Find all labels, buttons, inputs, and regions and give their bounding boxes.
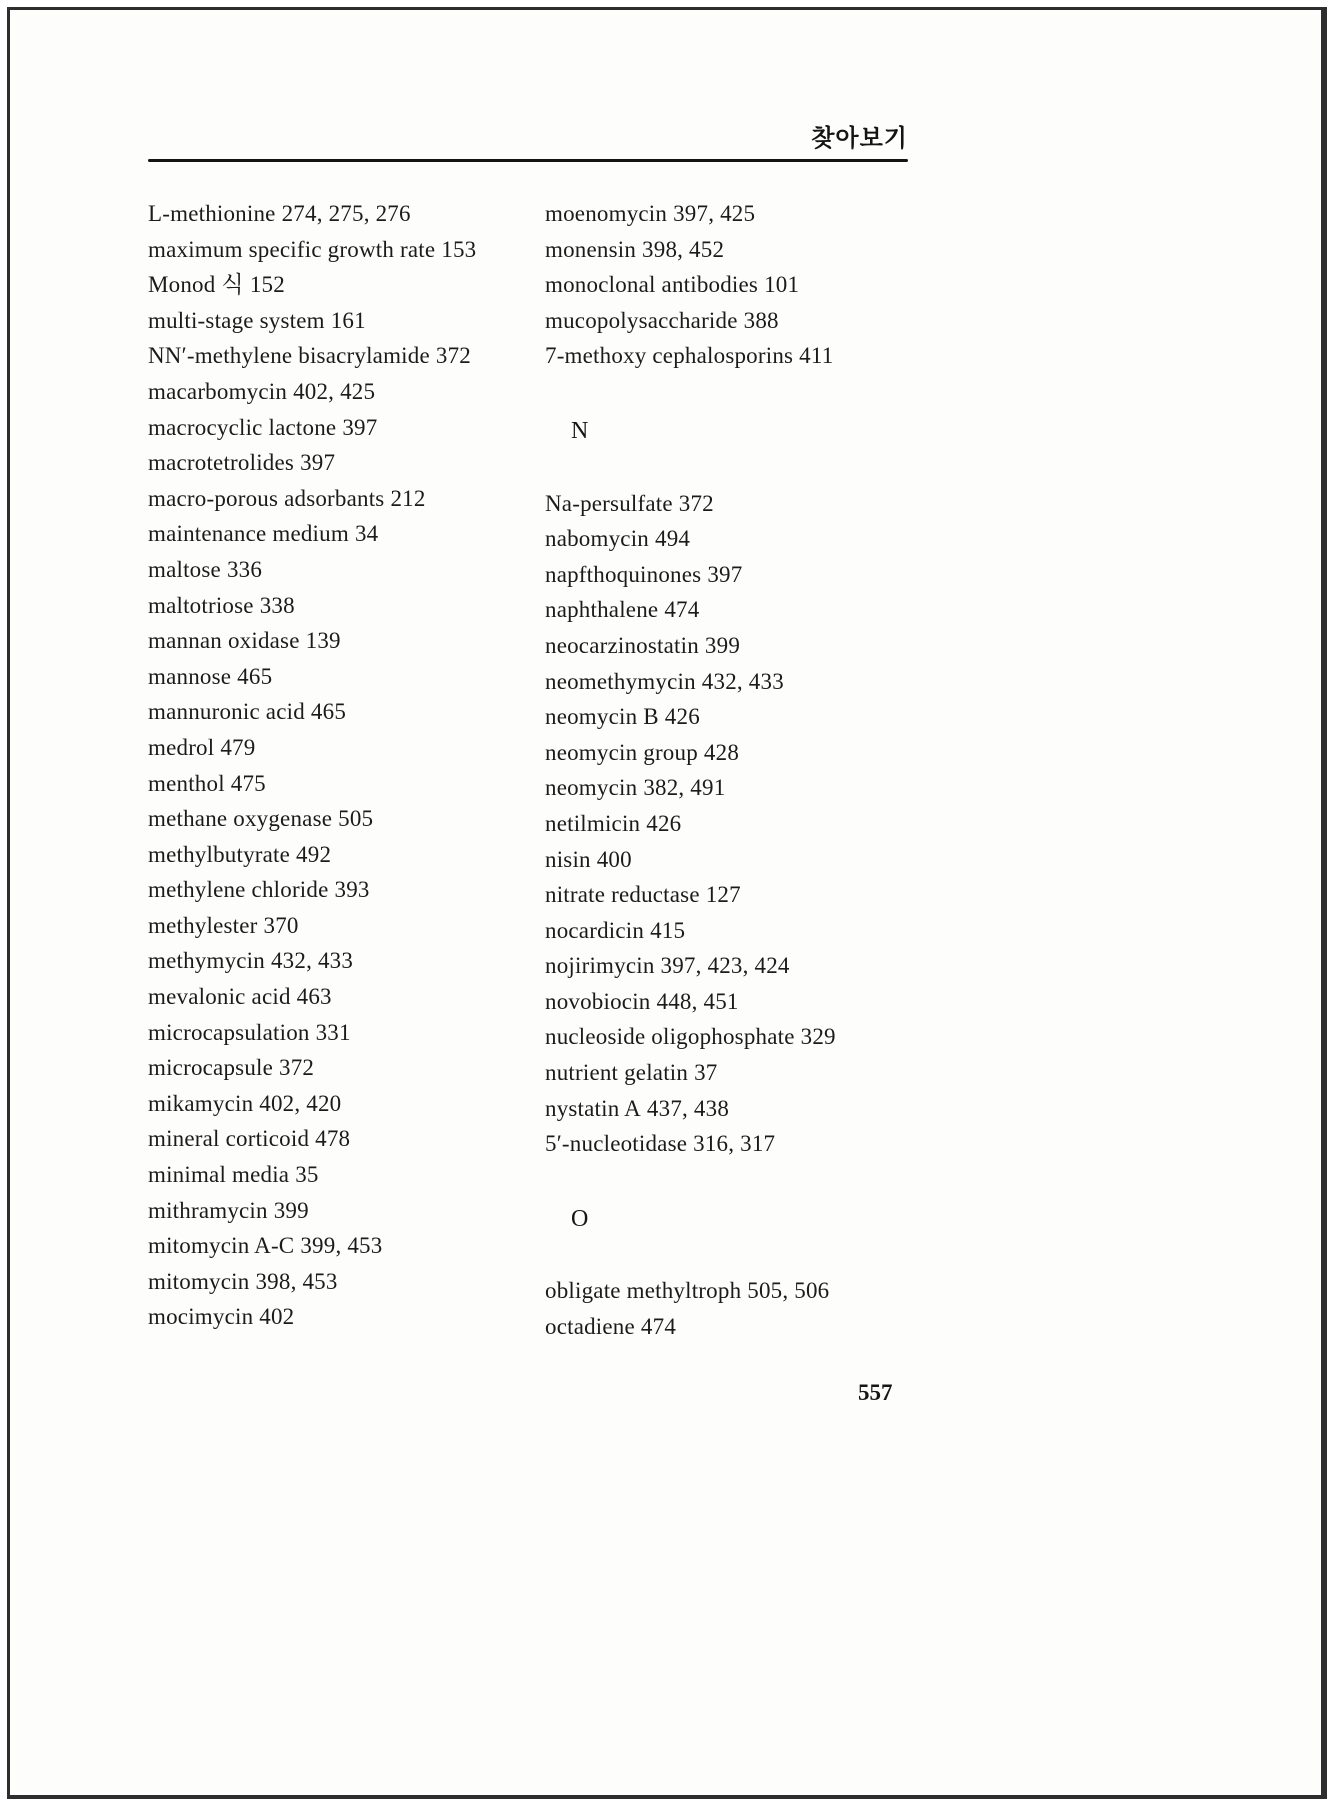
- entry-term: 7-methoxy cephalosporins: [545, 343, 794, 369]
- entry-term: mannose: [148, 663, 232, 689]
- entry-term: neomycin B: [545, 704, 659, 730]
- entry-term: nutrient gelatin: [545, 1060, 689, 1086]
- entry-pages: 463: [296, 984, 332, 1010]
- entry-pages: 37: [694, 1060, 718, 1086]
- entry-pages: 161: [330, 307, 366, 333]
- entry-pages: 393: [334, 877, 370, 903]
- entry-term: napfthoquinones: [545, 561, 702, 587]
- index-entry: [148, 1193, 543, 1229]
- entry-term: mucopolysaccharide: [545, 307, 738, 333]
- entry-term: maltotriose: [148, 592, 254, 618]
- entry-pages: 152: [249, 272, 285, 298]
- index-entry: [148, 481, 543, 517]
- entry-pages: 448, 451: [656, 988, 739, 1014]
- entry-term: neomethymycin: [545, 668, 696, 694]
- entry-pages: 370: [263, 912, 299, 938]
- entry-term: Na-persulfate: [545, 490, 673, 516]
- entry-pages: 388: [743, 307, 779, 333]
- index-entry: [148, 766, 543, 802]
- page-number: 557: [858, 1380, 893, 1405]
- index-entry: [148, 1015, 543, 1051]
- entry-term: nystatin A: [545, 1095, 641, 1121]
- entry-pages: 153: [441, 236, 477, 262]
- entry-pages: 428: [703, 739, 740, 765]
- index-entry: [148, 267, 543, 303]
- index-entry: [545, 557, 975, 593]
- index-entry: [545, 913, 975, 949]
- entry-term: netilmicin: [545, 810, 641, 836]
- entry-term: macarbomycin: [148, 378, 288, 404]
- index-entry: [545, 486, 975, 522]
- entry-term: neomycin: [545, 775, 638, 801]
- index-entry: [545, 267, 975, 303]
- entry-pages: 426: [646, 810, 682, 836]
- entry-pages: 397, 423, 424: [660, 953, 790, 979]
- entry-term: monensin: [545, 236, 637, 262]
- entry-pages: 372: [279, 1055, 315, 1081]
- entry-pages: 402, 420: [259, 1090, 342, 1116]
- entry-term: macrotetrolides: [148, 450, 295, 476]
- index-entry: [545, 338, 975, 374]
- entry-pages: 397, 425: [673, 201, 756, 226]
- entry-term: nisin: [545, 846, 591, 872]
- index-entry: [545, 1309, 975, 1345]
- entry-term: L-methionine: [148, 201, 276, 226]
- index-entry: [545, 664, 975, 700]
- index-entry: [148, 410, 543, 446]
- entry-pages: 474: [640, 1314, 677, 1340]
- entry-pages: 475: [230, 770, 266, 796]
- entry-pages: 382, 491: [643, 775, 726, 801]
- index-entry: [148, 730, 543, 766]
- entry-pages: 397: [300, 450, 336, 476]
- entry-term: mevalonic acid: [148, 984, 291, 1010]
- entry-term: microcapsule: [148, 1055, 274, 1081]
- entry-pages: 338: [259, 592, 295, 618]
- entry-pages: 415: [650, 917, 686, 943]
- entry-pages: 274, 275, 276: [281, 201, 411, 226]
- index-entry: [148, 1157, 543, 1193]
- entry-pages: 492: [296, 841, 332, 867]
- entry-pages: 505: [338, 806, 374, 832]
- entry-pages: 494: [655, 526, 691, 552]
- entry-term: novobiocin: [545, 988, 651, 1014]
- entry-pages: 397: [707, 561, 743, 587]
- index-entry: [148, 1228, 543, 1264]
- index-entry: [148, 694, 543, 730]
- index-entry: [545, 521, 975, 557]
- index-entry: [148, 623, 543, 659]
- entry-term: monoclonal antibodies: [545, 272, 759, 298]
- index-entry: [148, 1264, 543, 1300]
- entry-pages: 331: [315, 1019, 351, 1045]
- entry-term: obligate methyltroph: [545, 1278, 742, 1304]
- index-entry: [545, 735, 975, 771]
- entry-term: mitomycin: [148, 1268, 250, 1294]
- entry-term: maltose: [148, 556, 221, 582]
- entry-term: methylene chloride: [148, 877, 329, 903]
- entry-pages: 372: [678, 490, 714, 516]
- entry-term: mikamycin: [148, 1090, 254, 1116]
- entry-term: macro-porous adsorbants: [148, 485, 385, 511]
- entry-term: mineral corticoid: [148, 1126, 310, 1152]
- entry-pages: 399: [704, 632, 741, 658]
- index-entry: [545, 770, 975, 806]
- entry-pages: 336: [226, 556, 263, 582]
- index-entry: [148, 1086, 543, 1122]
- entry-term: microcapsulation: [148, 1019, 310, 1045]
- entry-term: nojirimycin: [545, 953, 655, 979]
- entry-term: neomycin group: [545, 739, 698, 765]
- entry-term: methane oxygenase: [148, 806, 333, 832]
- entry-term: mithramycin: [148, 1197, 268, 1223]
- index-entry: [148, 979, 543, 1015]
- entry-pages: 465: [310, 699, 347, 725]
- page-header-title: 찾아보기: [811, 126, 908, 152]
- entry-pages: 402: [259, 1304, 295, 1330]
- index-section-header: O: [571, 1205, 589, 1232]
- entry-term: multi-stage system: [148, 307, 325, 333]
- page-header: [148, 124, 908, 162]
- index-entry: [148, 659, 543, 695]
- index-entry: [148, 908, 543, 944]
- index-entry: [148, 232, 543, 268]
- entry-term: nabomycin: [545, 526, 649, 552]
- entry-term: menthol: [148, 770, 225, 796]
- entry-term: methylbutyrate: [148, 841, 291, 867]
- entry-pages: 212: [390, 485, 426, 511]
- index-entry: [545, 806, 975, 842]
- index-entry: [148, 303, 543, 339]
- entry-term: Monod 식: [148, 272, 244, 298]
- index-entry: [545, 628, 975, 664]
- index-column-right: [545, 196, 975, 1345]
- entry-term: naphthalene: [545, 597, 659, 623]
- entry-pages: 399: [273, 1197, 309, 1223]
- entry-term: nucleoside oligophosphate: [545, 1024, 795, 1050]
- entry-term: macrocyclic lactone: [148, 414, 337, 440]
- index-entry: [545, 592, 975, 628]
- entry-pages: 397: [342, 414, 378, 440]
- index-entry: [545, 1091, 975, 1127]
- index-entry: [545, 842, 975, 878]
- index-entry: [545, 1019, 975, 1055]
- header-rule: [148, 159, 908, 162]
- entry-term: 5′-nucleotidase: [545, 1131, 688, 1157]
- entry-term: medrol: [148, 734, 215, 760]
- entry-pages: 479: [220, 734, 256, 760]
- entry-pages: 398, 453: [255, 1268, 338, 1294]
- entry-term: methylester: [148, 912, 258, 938]
- index-entry: [148, 516, 543, 552]
- index-entry: [148, 374, 543, 410]
- index-section-header: N: [571, 417, 589, 444]
- index-entry: [545, 877, 975, 913]
- entry-term: neocarzinostatin: [545, 632, 699, 658]
- index-entry: [545, 303, 975, 339]
- entry-pages: 398, 452: [642, 236, 725, 262]
- index-entry: [148, 872, 543, 908]
- entry-term: nocardicin: [545, 917, 645, 943]
- index-entry: [148, 338, 543, 374]
- index-entry: [545, 948, 975, 984]
- entry-pages: 426: [664, 704, 700, 730]
- index-entry: [545, 1273, 975, 1309]
- entry-pages: 329: [800, 1024, 836, 1050]
- entry-term: NN′-methylene bisacrylamide: [148, 343, 430, 369]
- entry-pages: 402, 425: [293, 378, 376, 404]
- index-entry: [148, 943, 543, 979]
- entry-pages: 505, 506: [747, 1278, 830, 1304]
- index-entry: [148, 837, 543, 873]
- entry-term: mitomycin A-C: [148, 1233, 295, 1259]
- index-entry: [148, 801, 543, 837]
- entry-term: octadiene: [545, 1314, 635, 1340]
- index-entry: [148, 588, 543, 624]
- entry-pages: 432, 433: [270, 948, 354, 974]
- index-entry: [148, 1299, 543, 1335]
- entry-pages: 35: [295, 1162, 319, 1188]
- entry-pages: 316, 317: [693, 1131, 776, 1157]
- entry-pages: 34: [354, 521, 379, 547]
- entry-pages: 139: [305, 628, 341, 654]
- entry-term: maximum specific growth rate: [148, 236, 436, 262]
- entry-pages: 437, 438: [646, 1095, 730, 1121]
- index-entry: [545, 232, 975, 268]
- entry-term: minimal media: [148, 1162, 290, 1188]
- index-column-left: [148, 196, 543, 1335]
- entry-pages: 432, 433: [701, 668, 784, 694]
- index-entry: [545, 1055, 975, 1091]
- index-entry: [545, 699, 975, 735]
- entry-term: mannan oxidase: [148, 628, 300, 654]
- entry-pages: 478: [315, 1126, 351, 1152]
- entry-pages: 411: [799, 343, 834, 369]
- entry-pages: 101: [764, 272, 800, 298]
- index-entry: [148, 552, 543, 588]
- index-entry: [148, 445, 543, 481]
- entry-pages: 399, 453: [300, 1233, 383, 1259]
- entry-term: nitrate reductase: [545, 882, 700, 908]
- index-entry: [545, 1126, 975, 1162]
- index-entry: [148, 1121, 543, 1157]
- entry-pages: 372: [435, 343, 471, 369]
- entry-pages: 127: [705, 882, 741, 908]
- index-entry: [148, 1050, 543, 1086]
- entry-pages: 474: [664, 597, 700, 623]
- entry-pages: 465: [237, 663, 273, 689]
- index-entry: [545, 196, 975, 232]
- entry-term: maintenance medium: [148, 521, 349, 547]
- entry-pages: 400: [596, 846, 632, 872]
- entry-term: methymycin: [148, 948, 265, 974]
- entry-term: mannuronic acid: [148, 699, 305, 725]
- index-entry: [148, 196, 543, 232]
- entry-term: moenomycin: [545, 201, 668, 226]
- entry-term: mocimycin: [148, 1304, 254, 1330]
- index-entry: [545, 984, 975, 1020]
